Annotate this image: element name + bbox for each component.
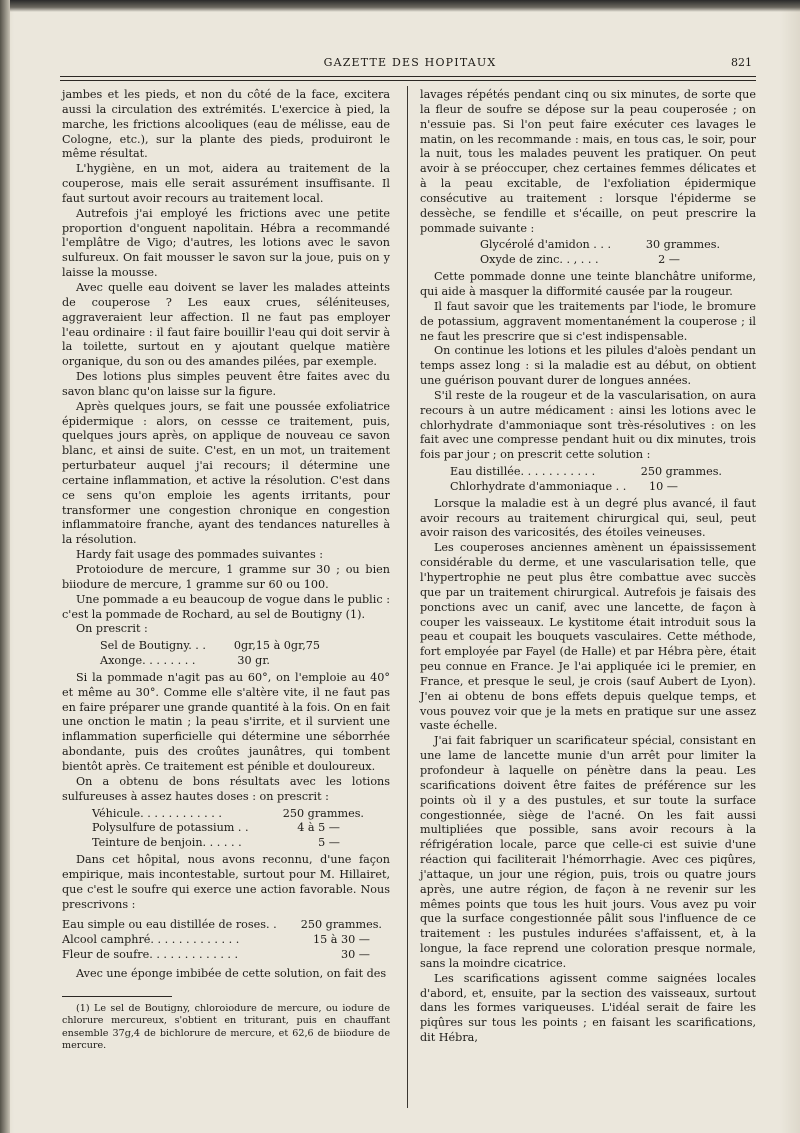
paragraph: Une pommade a eu beaucoup de vogue dans le public : c'est la pommade de Rochard, au sel de Boutigny (1). (62, 592, 390, 621)
paragraph: Après quelques jours, se fait une poussée exfoliatrice épidermique : alors, on cessse ce traitement, puis, quelques jours après, on applique de nouveau ce savon blanc, et ainsi de suite. C'est, en un mot, un traitement perturbateur auquel j'ai recours; il détermine une certaine inflammation, et active la résolution. C'est dans ce sens qu'on emploie les agents irritants, pour transformer une congestion chronique en congestion inflammatoire franche, ayant des tendances naturelles à la résolution. (62, 399, 390, 547)
prescription-block (62, 918, 382, 963)
page-header (60, 52, 760, 74)
paragraph: Cette pommade donne une teinte blanchâtre uniforme, qui aide à masquer la difformité causée par la rougeur. (420, 270, 756, 298)
prescription-line: Teinture de benjoin. . . . . . 5 — (92, 836, 340, 850)
paragraph: Les couperoses anciennes amènent un épaississement considérable du derme, et une vascularisation telle, que l'hypertrophie ne peut plus être combattue avec succès que par un traitement chirurgical. Autrefois je faisais des ponctions avec un canif, avec une lancette, de façon à couper les vaisseaux. Le kystitome était introduit sous la peau et coupait les bouquets vasculaires. Cette méthode, fort employée par Fayel (de Halle) et par Hébra père, était peu connue en France. Je l'ai appliquée ici le premier, en France, et presque le seul, je crois (sauf Aubert de Lyon). J'en ai obtenu de bons effets depuis quelque temps, et vous pouvez voir que je la mets en pratique sur une assez vaste échelle. (420, 541, 756, 733)
prescription-line: Glycérolé d'amidon . . . 30 grammes. (480, 238, 720, 252)
scan-binding-edge (0, 0, 10, 1133)
prescription-line: Eau simple ou eau distillée de roses. . 250 grammes. (62, 918, 382, 932)
paragraph: Autrefois j'ai employé les frictions avec une petite proportion d'onguent napolitain. Hébra a recommandé l'emplâtre de Vigo; d'autres, les lotions avec le savon sulfureux. On fait mousser le savon sur la joue, puis on y laisse la mousse. (62, 206, 390, 280)
paragraph: On a obtenu de bons résultats avec les lotions sulfureuses à assez hautes doses : on prescrit : (62, 774, 390, 803)
paragraph: Les scarifications agissent comme saignées locales d'abord, et, ensuite, par la section des vaisseaux, surtout dans les formes variqueuses. L'idéal serait de faire les piqûres sur tous les points ; en faisant les scarifications, dit Hébra, (420, 971, 756, 1045)
prescription-block (480, 238, 720, 268)
prescription-line: Chlorhydrate d'ammoniaque . . 10 — (450, 479, 678, 493)
prescription-line: Polysulfure de potassium . . 4 à 5 — (92, 821, 340, 835)
header-rule-bottom (60, 80, 756, 81)
footnote-rule (62, 996, 172, 997)
paragraph: Protoiodure de mercure, 1 gramme sur 30 ; ou bien biiodure de mercure, 1 gramme sur 60 ou 100. (62, 563, 390, 591)
prescription-block (100, 639, 320, 669)
paragraph: Des lotions plus simples peuvent être faites avec du savon blanc qu'on laisse sur la figure. (62, 370, 390, 398)
paragraph: Lorsque la maladie est à un degré plus avancé, il faut avoir recours au traitement chirurgical qui, seul, peut avoir raison des varicosités, des étoiles veineuses. (420, 496, 756, 540)
prescription-line: Alcool camphré. . . . . . . . . . . . . 15 à 30 — (62, 933, 370, 947)
paragraph: lavages répétés pendant cinq ou six minutes, de sorte que la fleur de soufre se dépose sur la peau couperosée ; on n'essuie pas. Si l'on peut faire exécuter ces lavages le matin, on les recommande : mais, en tous cas, le soir, pour la nuit, tous les malades peuvent les pratiquer. On peut avoir à se préoccuper, chez certaines femmes délicates et à la peau excitable, de l'exfoliation épidermique consécutive au traitement : lorsque l'épiderme se dessèche, se fendille et s'écaille, on peut prescrire la pommade suivante : (420, 88, 756, 235)
paragraph: J'ai fait fabriquer un scarificateur spécial, consistant en une lame de lancette munie d'un arrêt pour limiter la profondeur à laquelle on pénètre dans la peau. Les scarifications doivent être faites de préférence sur les points où il y a des pustules, et sur toute la surface congestionnée, siège de l'acné. On les fait aussi multipliées que possible, sans avoir recours à la réfrigération locale, parce que celle-ci est suivie d'une réaction qui faciliterait l'hémorrhagie. Avec ces piqûres, j'attaque, un jour une région, puis, trois ou quatre jours après, une autre région, de façon à ne revenir sur les mêmes points que tous les huit jours. Vous avez pu voir que la surface congestionnée pâlit sous l'influence de ce traitement : les pustules indurées s'affaissent, et, à la longue, la face reprend une coloration presque normale, sans la moindre cicatrice. (420, 734, 756, 970)
header-rule-top (60, 76, 756, 77)
prescription-block (450, 465, 722, 495)
paragraph: On prescrit : (76, 622, 148, 636)
prescription-line: Véhicule. . . . . . . . . . . . 250 grammes. (92, 806, 364, 820)
paragraph: Si la pommade n'agit pas au 60°, on l'emploie au 40° et même au 30°. Comme elle s'altère vite, il ne faut pas en faire préparer une grande quantité à la fois. On en fait une onction le matin ; la peau s'irrite, et il survient une inflammation superficielle qui détermine une séborrhée abondante, puis des croûtes jaunâtres, qui tombent bientôt après. Ce traitement est pénible et douloureux. (62, 670, 390, 773)
column-divider (407, 86, 408, 1108)
paragraph: Il faut savoir que les traitements par l'iode, le bromure de potassium, aggravent momentanément la couperose ; il ne faut les prescrire que si c'est indispensable. (420, 299, 756, 343)
scan-top-edge (0, 0, 800, 12)
prescription-line: Eau distillée. . . . . . . . . . . 250 grammes. (450, 465, 722, 479)
prescription-line: Axonge. . . . . . . . 30 gr. (100, 654, 270, 668)
left-column (62, 88, 390, 1052)
paragraph: Avec quelle eau doivent se laver les malades atteints de couperose ? Les eaux crues, séléniteuses, aggraveraient leur affection. Il ne faut pas employer l'eau ordinaire : il faut faire bouillir l'eau qui doit servir à la toilette, surtout en y ajoutant quelque matière organique, du son ou des amandes pilées, par exemple. (62, 280, 390, 369)
paragraph: On continue les lotions et les pilules d'aloès pendant un temps assez long : si la maladie est au début, on obtient une guérison pouvant durer de longues années. (420, 344, 756, 388)
paragraph: Avec une éponge imbibée de cette solution, on fait des (76, 966, 387, 980)
paragraph: S'il reste de la rougeur et de la vascularisation, on aura recours à un autre médicament : ainsi les lotions avec le chlorhydrate d'ammoniaque sont très-résolutives : on les fait avec une compresse pendant huit ou dix minutes, trois fois par jour ; on prescrit cette solution : (420, 388, 756, 462)
paragraph: jambes et les pieds, et non du côté de la face, excitera aussi la circulation des extrémités. L'exercice à pied, la marche, les frictions alcooliques (eau de mélisse, eau de Cologne, etc.), sur la plante des pieds, produiront le même résultat. (62, 88, 390, 161)
prescription-line: Oxyde de zinc. . , . . . 2 — (480, 253, 680, 267)
right-column (420, 88, 756, 1046)
paragraph: Dans cet hôpital, nous avons reconnu, d'une façon empirique, mais incontestable, surtout pour M. Hillairet, que c'est le soufre qui exerce une action favorable. Nous prescrivons : (62, 853, 390, 911)
prescription-block (92, 807, 364, 852)
footnote: (1) Le sel de Boutigny, chloroiodure de mercure, ou iodure de chlorure mercureux, s'obtient en triturant, puis en chauffant ensemble 37g,4 de bichlorure de mercure, et 62,6 de biiodure de mercure. (62, 1002, 390, 1051)
paragraph: Hardy fait usage des pommades suivantes : (76, 548, 324, 562)
page-number: 821 (731, 56, 752, 69)
prescription-line: Fleur de soufre. . . . . . . . . . . . . 30 — (62, 948, 370, 962)
prescription-line: Sel de Boutigny. . . 0gr,15 à 0gr,75 (100, 639, 320, 653)
running-title: GAZETTE DES HOPITAUX (323, 56, 497, 69)
paragraph: L'hygiène, en un mot, aidera au traitement de la couperose, mais elle serait assurément insuffisante. Il faut surtout avoir recours au traitement local. (62, 162, 390, 205)
